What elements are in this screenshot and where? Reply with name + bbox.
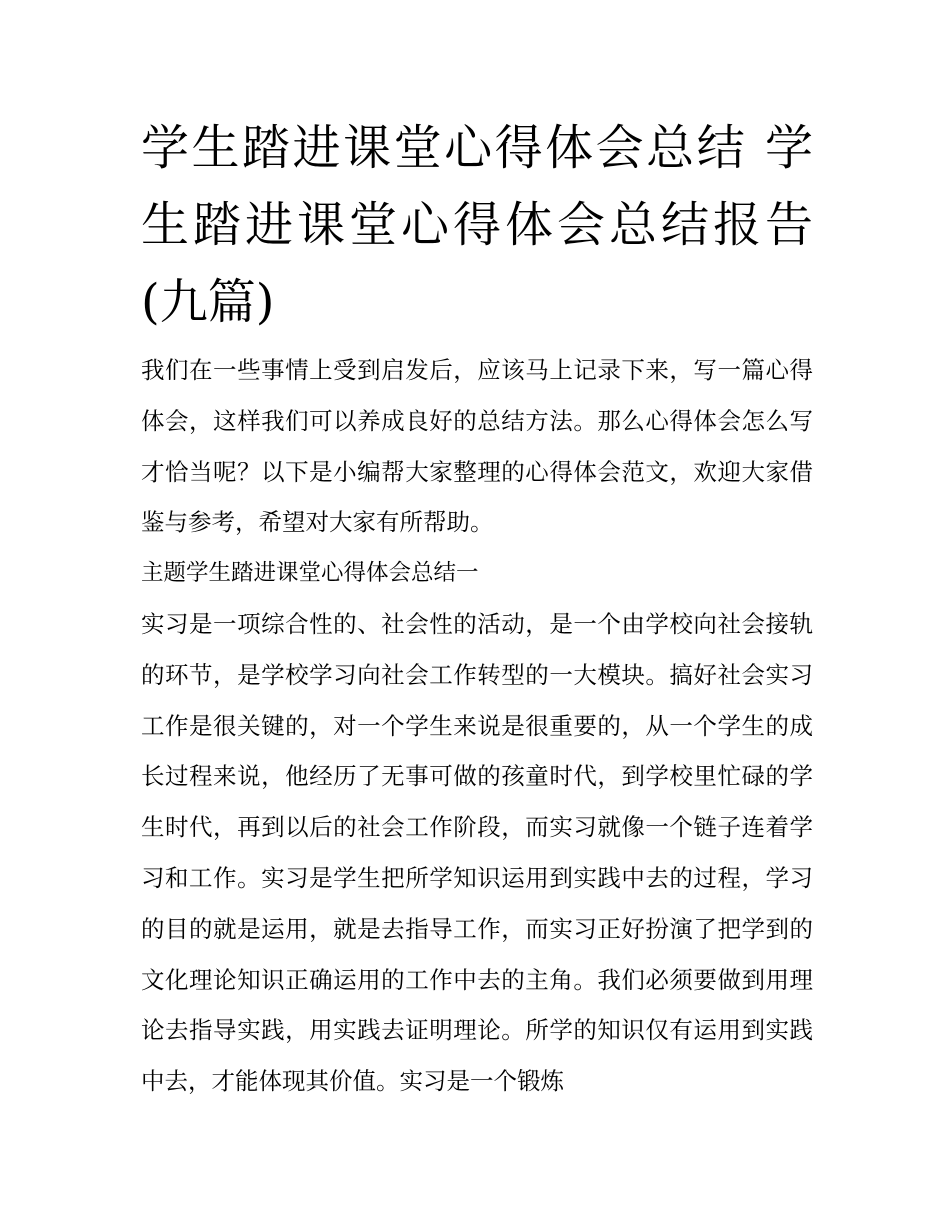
document-title: 学生踏进课堂心得体会总结 学生踏进课堂心得体会总结报告(九篇)	[141, 120, 813, 330]
section-body-paragraph: 实习是一项综合性的、社会性的活动，是一个由学校向社会接轨的环节，是学校学习向社会工作转型的一大模块。搞好社会实习工作是很关键的，对一个学生来说是很重要的，从一个学生的成长过程来说，他经历了无事可做的孩童时代，到学校里忙碌的学生时代，再到以后的社会工作阶段，而实习就像一个链子连着学习和工作。实习是学生把所学知识运用到实践中去的过程，学习的目的就是运用，就是去指导工作，而实习正好扮演了把学到的文化理论知识正确运用的工作中去的主角。我们必须要做到用理论去指导实践，用实践去证明理论。所学的知识仅有运用到实践中去，才能体现其价值。实习是一个锻炼	[141, 609, 813, 1096]
intro-paragraph: 我们在一些事情上受到启发后，应该马上记录下来，写一篇心得体会，这样我们可以养成良好的总结方法。那么心得体会怎么写才恰当呢？以下是小编帮大家整理的心得体会范文，欢迎大家借鉴与参考，希望对大家有所帮助。	[141, 356, 813, 537]
document-page	[141, 110, 813, 1107]
section-heading: 主题学生踏进课堂心得体会总结一	[141, 560, 479, 587]
